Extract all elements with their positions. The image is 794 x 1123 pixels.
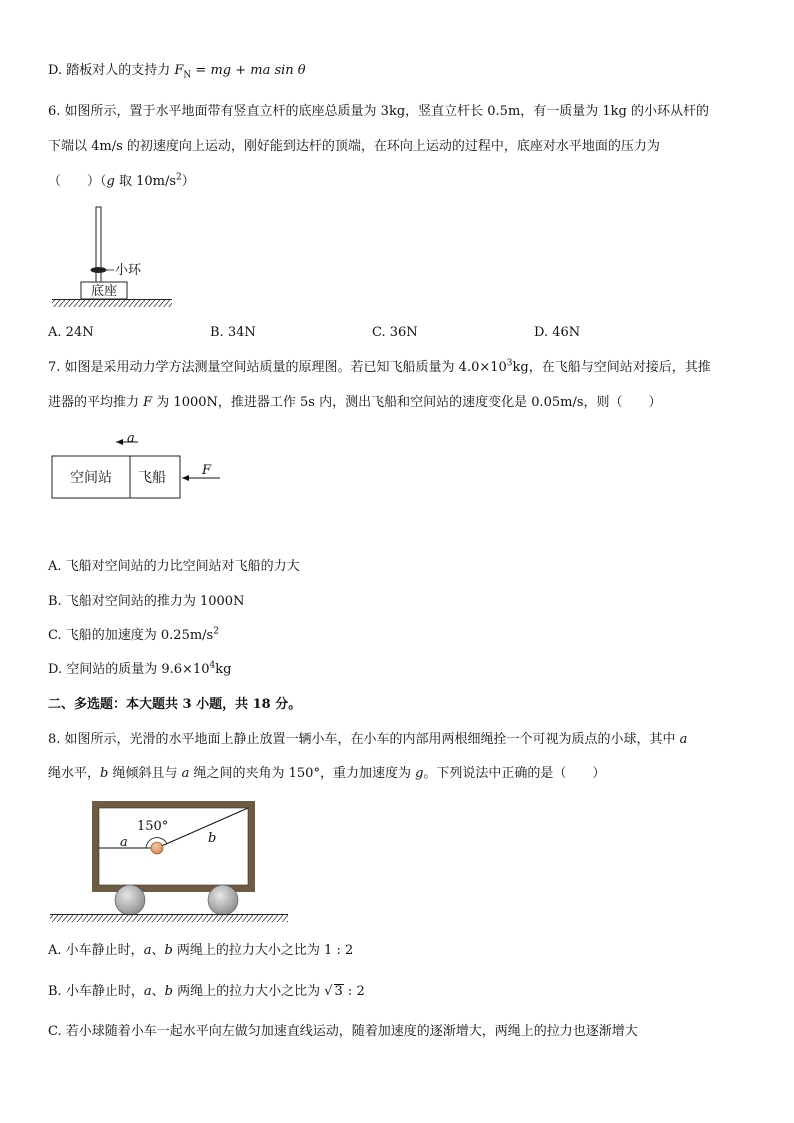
section-heading: 二、多选题：本大题共 3 小题，共 18 分。 bbox=[48, 697, 302, 712]
q8-figure bbox=[48, 795, 292, 927]
ball bbox=[151, 842, 163, 854]
q6-option-c: C. 36N bbox=[372, 325, 418, 340]
q6-stem-line1: 6. 如图所示，置于水平地面带有竖直立杆的底座总质量为 3kg，竖直立杆长 0.5m，有一质量为 1kg 的小环从杆的 bbox=[48, 104, 710, 119]
station-label: 空间站 bbox=[70, 470, 112, 486]
q8-option-a: A. 小车静止时，a、b 两绳上的拉力大小之比为 1 : 2 bbox=[48, 943, 354, 958]
base-label: 底座 bbox=[90, 284, 118, 299]
q6-option-d: D. 46N bbox=[534, 325, 581, 340]
cart-wheel-right bbox=[208, 885, 238, 915]
q8-stem-line1: 8. 如图所示，光滑的水平地面上静止放置一辆小车，在小车的内部用两根细绳拴一个可视为质点的小球，其中 a bbox=[48, 732, 688, 747]
q7-option-b: B. 飞船对空间站的推力为 1000N bbox=[48, 594, 245, 609]
ground-hatch bbox=[52, 300, 172, 307]
force-label: F bbox=[202, 463, 212, 478]
q6-stem-line2: 下端以 4m/s 的初速度向上运动，刚好能到达杆的顶端，在环向上运动的过程中，底座对水平地面的压力为 bbox=[48, 139, 660, 154]
sqrt-radicand: 3 bbox=[334, 984, 343, 999]
q8-stem-line2: 绳水平，b 绳倾斜且与 a 绳之间的夹角为 150°，重力加速度为 g。下列说法中正确的是（ ） bbox=[48, 766, 606, 781]
q6-stem-line3: （ ）（g 取 $10m/s^2$） bbox=[48, 172, 195, 189]
sqrt-sign: √ bbox=[324, 984, 333, 999]
q7-option-d: D. 空间站的质量为 $9.6\times 10^4kg$ bbox=[48, 660, 232, 677]
q6-option-b: B. 34N bbox=[210, 325, 256, 340]
q7-option-c: C. 飞船的加速度为 $0.25m/s^2$ bbox=[48, 626, 219, 643]
accel-label: a bbox=[127, 431, 135, 446]
q6-option-a: A. 24N bbox=[48, 325, 94, 340]
q7-stem-line2: 进器的平均推力 F 为 1000N，推进器工作 5s 内，测出飞船和空间站的速度变化是 0.05m/s，则（ ） bbox=[48, 395, 662, 410]
q6-figure bbox=[48, 200, 178, 312]
option-label: D. bbox=[48, 63, 63, 78]
ring-label: 小环 bbox=[115, 263, 142, 278]
cart-wheel-left bbox=[115, 885, 145, 915]
ship-label: 飞船 bbox=[138, 470, 166, 486]
q5-option-d: D. 踏板对人的支持力 $F_N$ = mg + ma sin θ bbox=[48, 63, 306, 81]
rope-b-label: b bbox=[208, 831, 217, 846]
rope-a-label: a bbox=[120, 835, 128, 850]
q8-option-b: B. 小车静止时，a、b 两绳上的拉力大小之比为 √ 3 : 2 bbox=[48, 984, 365, 999]
angle-label: 150° bbox=[137, 819, 169, 834]
q7-figure bbox=[48, 428, 228, 502]
q7-option-a: A. 飞船对空间站的力比空间站对飞船的力大 bbox=[48, 559, 300, 574]
q7-stem-line1: 7. 如图是采用动力学方法测量空间站质量的原理图。若已知飞船质量为 $4.0\times 10^3kg$，在飞船与空间站对接后，其推 bbox=[48, 358, 711, 375]
q8-option-c: C. 若小球随着小车一起水平向左做匀加速直线运动，随着加速度的逐渐增大，两绳上的拉力也逐渐增大 bbox=[48, 1024, 638, 1039]
ring bbox=[91, 267, 107, 273]
ground-hatch bbox=[50, 915, 288, 922]
